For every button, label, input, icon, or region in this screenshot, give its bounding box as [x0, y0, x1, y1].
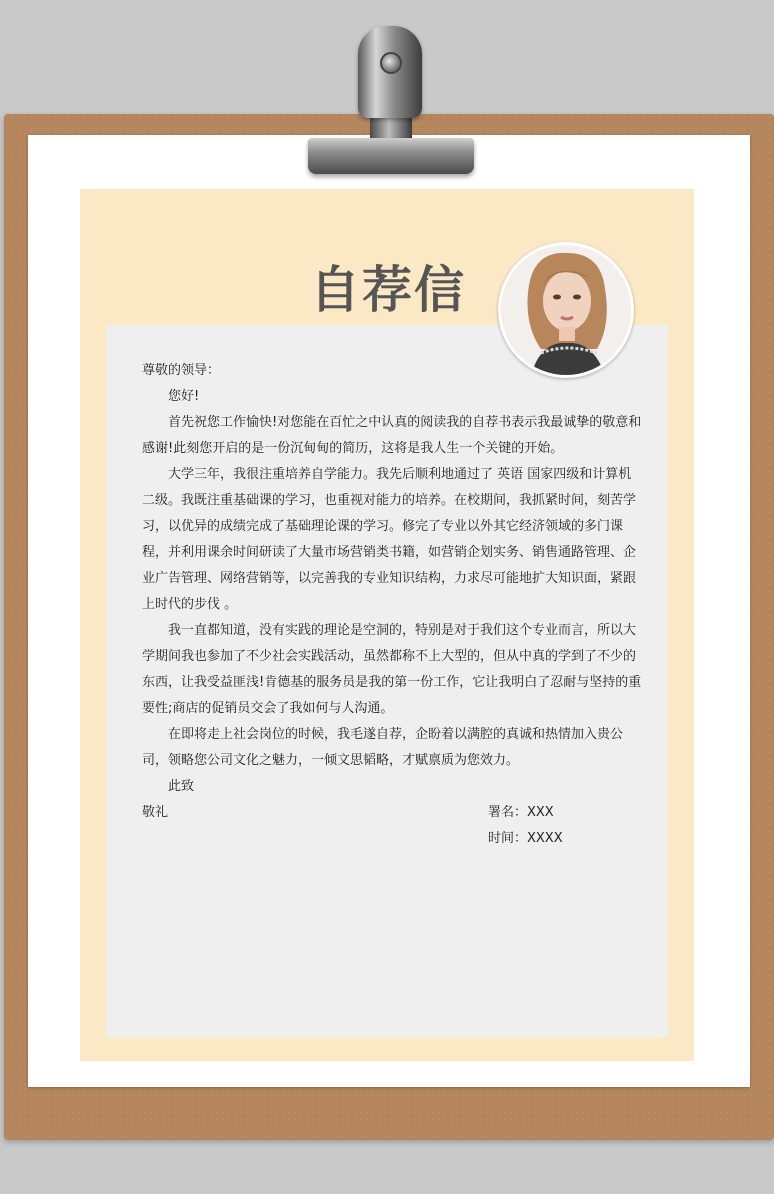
clip-hole: [380, 52, 402, 74]
closing-1: 此致: [168, 779, 195, 794]
paragraph: 我一直都知道，没有实践的理论是空洞的，特别是对于我们这个专业而言，所以大学期间我也参加了不少社会实践活动，虽然都称不上大型的，但从中真的学到了不少的东西，让我受益匪浅!肯德基的服务员是我的第一份工作，它让我明白了忍耐与坚持的重要性;商店的促销员交会了我如何与人沟通。: [142, 623, 642, 716]
paragraph: 在即将走上社会岗位的时候，我毛遂自荐，企盼着以满腔的真诚和热情加入贵公司，领略您公司文化之魅力，一倾文思韬略，才赋禀质为您效力。: [142, 727, 624, 768]
clip-base: [308, 138, 474, 174]
page-title: 自荐信: [310, 261, 466, 319]
letter-body: [142, 358, 642, 826]
paragraph: 首先祝您工作愉快!对您能在百忙之中认真的阅读我的自荐书表示我最诚挚的敬意和感谢!此刻您开启的是一份沉甸甸的简历，这将是我人生一个关键的开始。: [142, 415, 642, 456]
closing-2: 敬礼: [142, 805, 169, 820]
portrait-icon: [501, 245, 631, 375]
signature: 署名：XXX: [488, 805, 554, 820]
paragraph: 大学三年，我很注重培养自学能力。我先后顺利地通过了 英语 国家四级和计算机二级。我既注重基础课的学习，也重视对能力的培养。在校期间，我抓紧时间，刻苦学习，以优异的成绩完成了基础理论课的学习。修完了专业以外其它经济领域的多门课程，并利用课余时间研读了大量市场营销类书籍，如营销企划实务、销售通路管理、企业广告管理、网络营销等，以完善我的专业知识结构，力求尽可能地扩大知识面，紧跟上时代的步伐 。: [142, 467, 637, 612]
salutation: 尊敬的领导：: [142, 363, 221, 378]
date: 时间：XXXX: [488, 831, 563, 846]
greeting: 您好!: [168, 389, 200, 404]
